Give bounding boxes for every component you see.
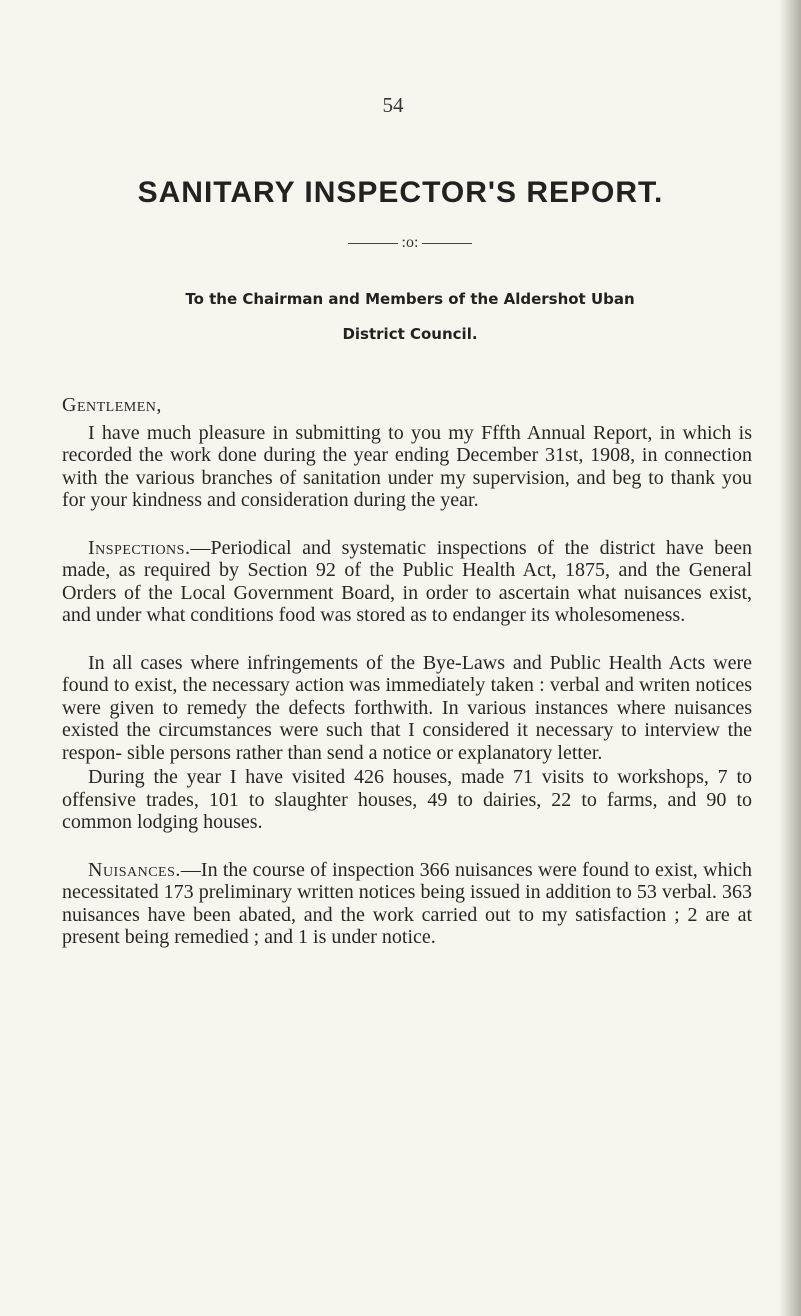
address-block: [40, 282, 780, 352]
nuisances-body: —In the course of inspection 366 nuisances were found to exist, which necessitated 173 preliminary written notices being issued in addition to 53 verbal. 363 nuisances have been abated, and the work carried out to my satisfaction ; 2 are at present being remedied ; and 1 is under notice.: [62, 858, 752, 948]
report-heading: SANITARY INSPECTOR'S REPORT.: [137, 176, 664, 209]
visits-paragraph: During the year I have visited 426 houses, made 71 visits to workshops, 7 to offensive trades, 101 to slaughter houses, 49 to dairies, 22 to farms, and 90 to common lodging houses.: [62, 766, 752, 833]
separator: [310, 234, 510, 252]
page-edge-shadow: [779, 0, 801, 1316]
salutation: Gentlemen,: [62, 394, 162, 416]
separator-line-left: [348, 243, 398, 244]
address-line-2: District Council.: [342, 325, 478, 343]
inspections-heading: Inspections.: [88, 536, 191, 559]
separator-mark: :o:: [401, 234, 419, 251]
inspections-paragraph: [62, 537, 752, 627]
nuisances-heading: Nuisances.: [88, 858, 181, 881]
separator-line-right: [422, 243, 472, 244]
nuisances-paragraph: [62, 859, 752, 949]
inspections-body: —Periodical and systematic inspections of the district have been made, as required by Section 92 of the Public Health Act, 1875, and the General Orders of the Local Government Board, in order to ascertain what nuisances exist, and under what conditions food was stored as to endanger its wholesomeness.: [62, 536, 752, 626]
infringements-paragraph: In all cases where infringements of the Bye-Laws and Public Health Acts were found to exist, the necessary action was immediately taken : verbal and writen notices were given to remedy the defects forthwith. In various instances where nuisances existed the circumstances were such that I considered it necessary to interview the respon- sible persons rather than send a notice or explanatory letter.: [62, 651, 752, 764]
address-line-1: To the Chairman and Members of the Aldershot Uban: [185, 290, 635, 308]
page-number: 54: [382, 93, 404, 117]
report-body: [62, 394, 752, 949]
intro-paragraph: I have much pleasure in submitting to you my Fffth Annual Report, in which is recorded the work done during the year ending December 31st, 1908, in connection with the various branches of sanitation under my supervision, and beg to thank you for your kindness and consideration during the year.: [62, 421, 752, 511]
